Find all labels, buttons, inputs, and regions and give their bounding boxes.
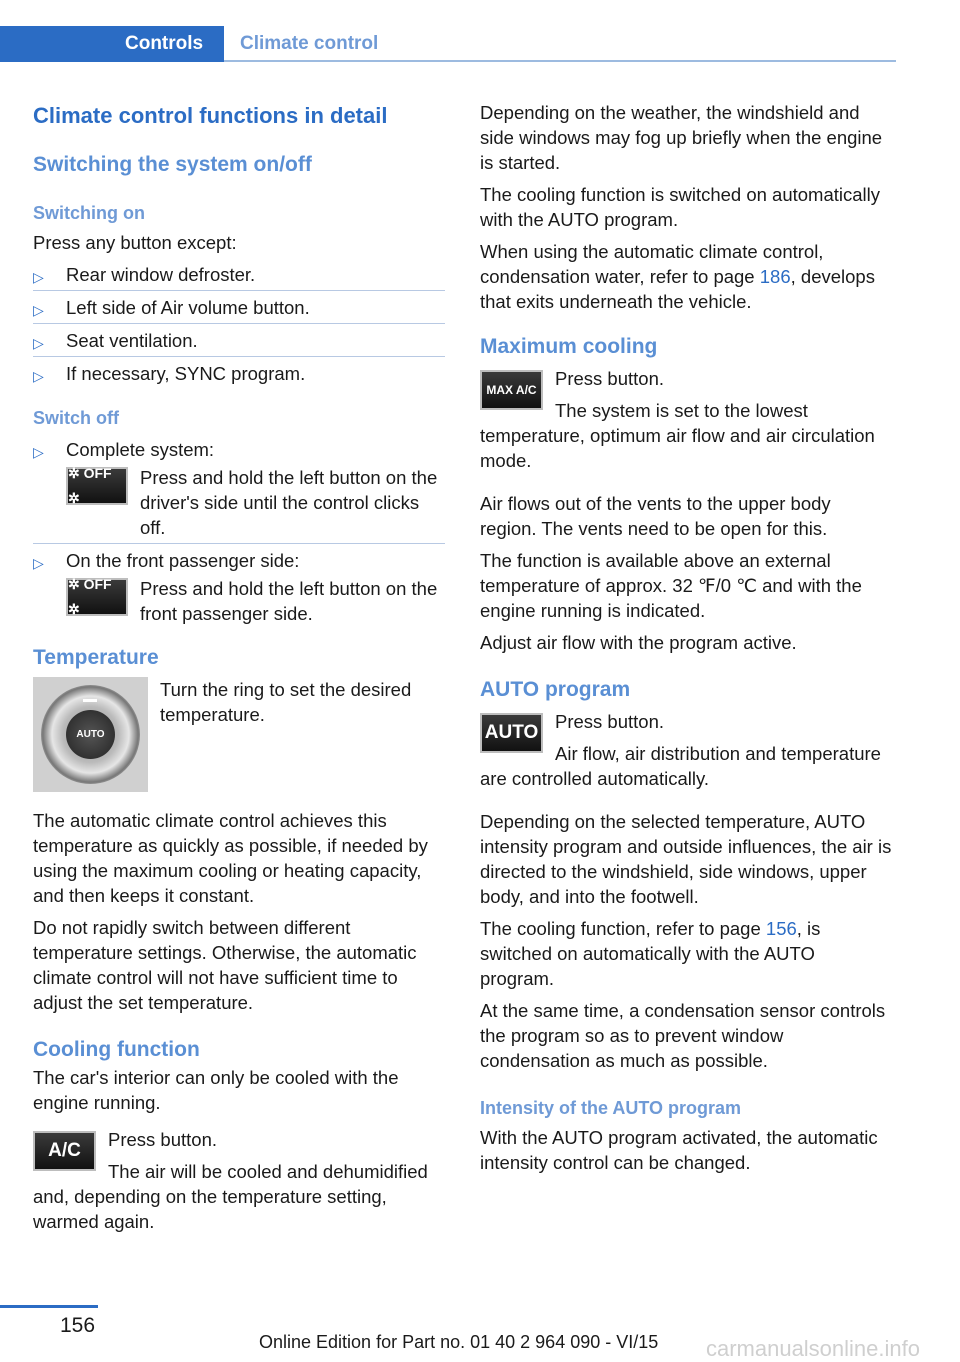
list-item: ▷ If necessary, SYNC program. <box>33 357 445 389</box>
triangle-bullet-icon: ▷ <box>33 302 44 318</box>
off-fan-button-image: ✲ OFF ✲ <box>66 467 128 505</box>
auto-para-2: The cooling function, refer to page 156, is switched on automatically with the AUTO program. <box>480 918 821 989</box>
auto-para-3: At the same time, a condensation sensor controls the program so as to prevent window condensation as much as possible. <box>480 1000 886 1071</box>
auto-button-image: AUTO <box>480 713 543 753</box>
page-heading: Climate control functions in detail <box>33 103 388 128</box>
page-header <box>0 26 896 62</box>
triangle-bullet-icon: ▷ <box>33 368 44 384</box>
heading-temperature: Temperature <box>33 646 159 669</box>
page-number: 156 <box>60 1314 96 1337</box>
max-press: Press button. <box>555 368 665 389</box>
ac-text: The air will be cooled and dehumidified and, depending on the temperature setting, warmed again. <box>33 1161 428 1232</box>
max-ac-button-image: MAX A/C <box>480 370 543 410</box>
intensity-para: With the AUTO program activated, the automatic intensity control can be changed. <box>480 1127 878 1173</box>
temperature-instruction: Turn the ring to set the desired temperature. <box>160 679 412 725</box>
watermark: carmanualsonline.info <box>705 1336 920 1361</box>
triangle-bullet-icon: ▷ <box>33 444 44 460</box>
edition-note: Online Edition for Part no. 01 40 2 964 090 - VI/15 <box>259 1332 659 1352</box>
auto-press: Press button. <box>555 711 665 732</box>
max-text: The system is set to the lowest temperature, optimum air flow and air circulation mode. <box>480 400 875 471</box>
auto-text: Air flow, air distribution and temperature are controlled automatically. <box>480 743 881 789</box>
max-para-3: Adjust air flow with the program active. <box>480 632 797 653</box>
fog-para: Depending on the weather, the windshield and side windows may fog up briefly when the engine is started. <box>480 102 883 173</box>
chapter-tab: Controls <box>0 26 224 62</box>
heading-cooling: Cooling function <box>33 1038 200 1061</box>
switch-on-list <box>33 258 445 389</box>
list-item: ▷ On the front passenger side: ✲ OFF ✲ Press and hold the left button on the front passenger side. <box>33 550 438 624</box>
max-para-2: The function is available above an external temperature of approx. 32 ℉/0 ℃ and with the engine running is indicated. <box>480 550 862 621</box>
footer-rule <box>0 1305 98 1308</box>
page-link-186[interactable]: 186 <box>759 266 791 287</box>
switch-on-intro: Press any button except: <box>33 232 237 253</box>
heading-max-cooling: Maximum cooling <box>480 335 658 358</box>
right-column <box>480 100 892 1175</box>
section-tab: Climate control <box>240 33 379 54</box>
list-item: ▷ Rear window defroster. <box>33 258 445 291</box>
heading-switch-off: Switch off <box>33 408 119 428</box>
heading-switching-on: Switching on <box>33 203 145 223</box>
heading-auto-program: AUTO program <box>480 678 631 701</box>
header-rule <box>224 60 896 62</box>
auto-block <box>480 709 892 791</box>
triangle-bullet-icon: ▷ <box>33 335 44 351</box>
temperature-para-2: Do not rapidly switch between different temperature settings. Otherwise, the automatic climate control will not have sufficient time to adjust the set temperature. <box>33 917 417 1013</box>
temperature-dial-image: AUTO <box>33 677 148 792</box>
triangle-bullet-icon: ▷ <box>33 555 44 571</box>
off-fan-button-image: ✲ OFF ✲ <box>66 578 128 616</box>
list-item: ▷ Left side of Air volume button. <box>33 291 445 324</box>
max-para-1: Air flows out of the vents to the upper body region. The vents need to be open for this. <box>480 493 831 539</box>
ac-block <box>33 1127 445 1234</box>
condensation-para: When using the automatic climate control, condensation water, refer to page 186, develops that exits underneath the vehicle. <box>480 241 875 312</box>
switch-off-list <box>33 433 445 629</box>
temperature-para-1: The automatic climate control achieves this temperature as quickly as possible, if needed by using the maximum cooling or heating capacity, and then keeps it constant. <box>33 810 428 906</box>
left-column <box>33 100 445 1234</box>
page-link-156[interactable]: 156 <box>765 918 797 939</box>
list-item: ▷ Complete system: ✲ OFF ✲ Press and hold the left button on the driver's side until the control clicks off. <box>33 433 445 544</box>
list-item: ▷ Seat ventilation. <box>33 324 445 357</box>
ac-button-image: A/C <box>33 1131 96 1171</box>
auto-para-1: Depending on the selected temperature, AUTO intensity program and outside influences, the air is directed to the windshield, side windows, upper body, and into the footwell. <box>480 811 892 907</box>
ac-press: Press button. <box>108 1129 218 1150</box>
heading-intensity: Intensity of the AUTO program <box>480 1098 742 1118</box>
cooling-para: The car's interior can only be cooled with the engine running. <box>33 1067 399 1113</box>
cooling-auto-para: The cooling function is switched on automatically with the AUTO program. <box>480 184 881 230</box>
heading-switching: Switching the system on/off <box>33 153 312 176</box>
triangle-bullet-icon: ▷ <box>33 269 44 285</box>
max-block <box>480 366 892 473</box>
